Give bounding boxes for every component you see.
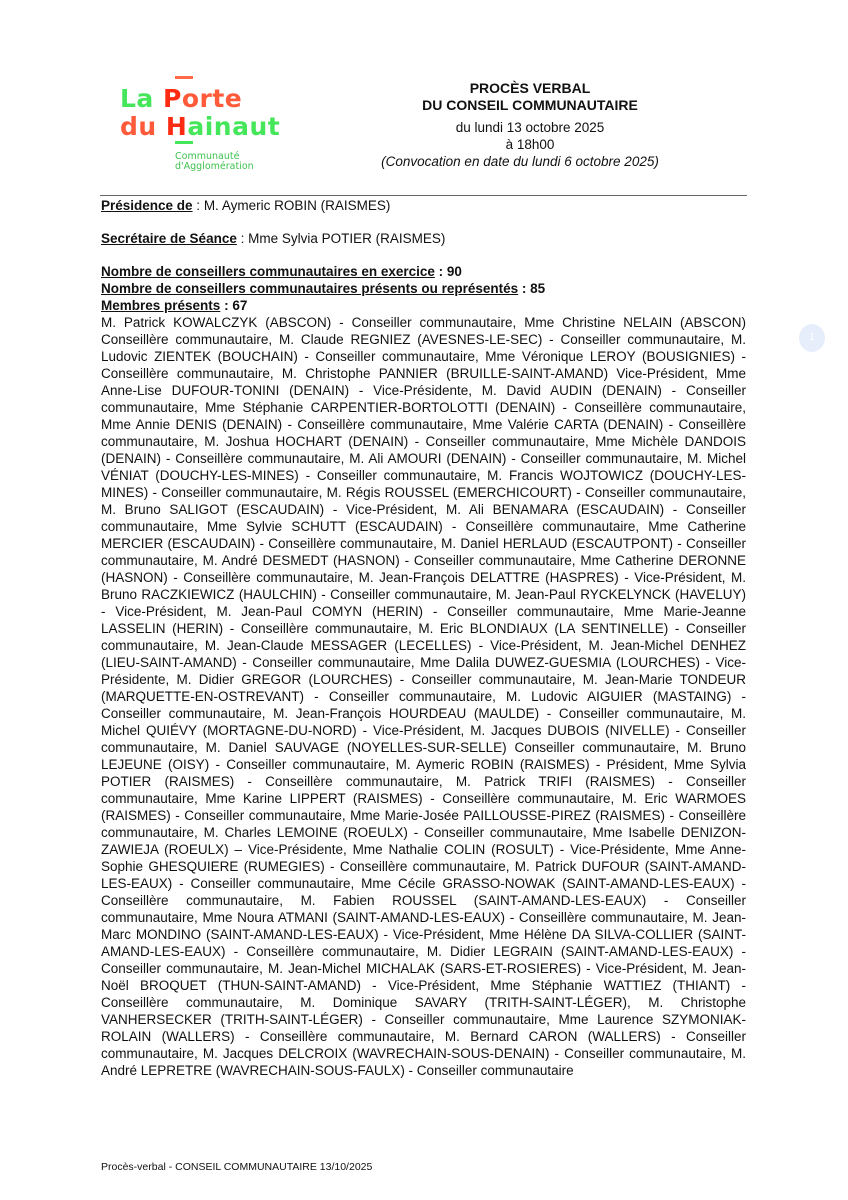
logo-subtitle: Communauté bbox=[175, 151, 240, 162]
stat-membres-presents bbox=[101, 297, 746, 314]
presidence-label: Présidence de bbox=[101, 198, 193, 213]
logo-line-2 bbox=[120, 114, 280, 139]
presidence-line bbox=[101, 197, 746, 214]
stat-value: 90 bbox=[446, 264, 462, 279]
meeting-date: du lundi 13 octobre 2025 bbox=[455, 120, 605, 135]
separator: : bbox=[434, 264, 447, 279]
logo-bar-bottom bbox=[175, 141, 193, 144]
separator: : bbox=[192, 198, 204, 213]
stat-en-exercice bbox=[101, 263, 746, 280]
stat-label: Nombre de conseillers communautaires en exercice bbox=[101, 264, 435, 279]
page-number-badge[interactable]: 1 bbox=[799, 324, 825, 352]
logo-bar-top bbox=[175, 76, 193, 79]
logo-text: ainaut bbox=[187, 112, 281, 141]
stat-value: 85 bbox=[530, 281, 546, 296]
separator: : bbox=[236, 231, 249, 246]
document-header bbox=[380, 80, 680, 170]
secretaire-value: Mme Sylvia POTIER (RAISMES) bbox=[248, 231, 446, 246]
logo-line-1 bbox=[120, 86, 242, 111]
stat-presents-representes bbox=[101, 280, 746, 297]
stat-value: 67 bbox=[232, 298, 248, 313]
separator: : bbox=[518, 281, 531, 296]
presidence-value: M. Aymeric ROBIN (RAISMES) bbox=[203, 198, 391, 213]
meeting-time: à 18h00 bbox=[505, 137, 555, 152]
page-footer: Procès-verbal - CONSEIL COMMUNAUTAIRE 13/10/2025 bbox=[101, 1161, 373, 1173]
separator: : bbox=[220, 298, 233, 313]
logo-text: H bbox=[165, 112, 188, 141]
document-subtitle: DU CONSEIL COMMUNAUTAIRE bbox=[422, 97, 638, 113]
members-list: M. Patrick KOWALCZYK (ABSCON) - Conseiller communautaire, Mme Christine NELAIN (ABSCON) Conseillère communautaire, M. Claude REGNIEZ (AVESNES-LE-SEC) - Conseiller communautaire, M. Ludovic ZIENTEK (BOUCHAIN) - Conseiller communautaire, Mme Véronique LEROY (BOUSIGNIES) - Conseillère communautaire, M. Christophe PANNIER (BRUILLE-SAINT-AMAND) Vice-Président, Mme Anne-Lise DUFOUR-TONINI (DENAIN) - Vice-Présidente, M. David AUDIN (DENAIN) - Conseiller communautaire, Mme Stéphanie CARPENTIER-BORTOLOTTI (DENAIN) - Conseillère communautaire, Mme Annie DENIS (DENAIN) - Conseillère communautaire, Mme Valérie CARTA (DENAIN) - Conseillère communautaire, M. Joshua HOCHART (DENAIN) - Conseiller communautaire, Mme Michèle DANDOIS (DENAIN) - Conseillère communautaire, M. Ali AMOURI (DENAIN) - Conseiller communautaire, M. Michel VÉNIAT (DOUCHY-LES-MINES) - Conseiller communautaire, M. Francis WOJTOWICZ (DOUCHY-LES-MINES) - Conseiller communautaire, M. Régis ROUSSEL (EMERCHICOURT) - Conseiller communautaire, M. Bruno SALIGOT (ESCAUDAIN) - Vice-Président, M. Ali BENAMARA (ESCAUDAIN) - Conseiller communautaire, Mme Sylvie SCHUTT (ESCAUDAIN) - Conseillère communautaire, Mme Catherine MERCIER (ESCAUDAIN) - Conseillère communautaire, M. Daniel HERLAUD (ESCAUTPONT) - Conseiller communautaire, M. André DESMEDT (HASNON) - Conseiller communautaire, Mme Catherine DERONNE (HASNON) - Conseillère communautaire, M. Jean-François DELATTRE (HASPRES) - Vice-Président, M. Bruno RACZKIEWICZ (HAULCHIN) - Conseiller communautaire, M. Jean-Paul RYCKELYNCK (HAVELUY) - Vice-Président, M. Jean-Paul COMYN (HERIN) - Conseiller communautaire, Mme Marie-Jeanne LASSELIN (HERIN) - Conseillère communautaire, M. Eric BLONDIAUX (LA SENTINELLE) - Conseiller communautaire, M. Jean-Claude MESSAGER (LECELLES) - Vice-Président, M. Jean-Michel DENHEZ (LIEU-SAINT-AMAND) - Conseiller communautaire, Mme Dalila DUWEZ-GUESMIA (LOURCHES) - Vice-Présidente, M. Didier GREGOR (LOURCHES) - Conseiller communautaire, M. Jean-Marie TONDEUR (MARQUETTE-EN-OSTREVANT) - Conseiller communautaire, M. Ludovic AIGUIER (MASTAING) - Conseiller communautaire, M. Jean-François HOURDEAU (MAULDE) - Conseiller communautaire, M. Michel QUIÉVY (MORTAGNE-DU-NORD) - Vice-Président, M. Jacques DUBOIS (NIVELLE) - Conseiller communautaire, M. Daniel SAUVAGE (NOYELLES-SUR-SELLE) Conseiller communautaire, M. Bruno LEJEUNE (OISY) - Conseiller communautaire, M. Aymeric ROBIN (RAISMES) - Président, Mme Sylvia POTIER (RAISMES) - Conseillère communautaire, M. Patrick TRIFI (RAISMES) - Conseiller communautaire, Mme Karine LIPPERT (RAISMES) - Conseillère communautaire, M. Eric WARMOES (RAISMES) - Conseiller communautaire, Mme Marie-Josée PAILLOUSSE-PIREZ (RAISMES) - Conseillère communautaire, M. Charles LEMOINE (ROEULX) - Conseiller communautaire, Mme Isabelle DENIZON-ZAWIEJA (ROEULX) – Vice-Présidente, Mme Nathalie COLIN (ROSULT) - Vice-Présidente, Mme Anne-Sophie GHESQUIERE (RUMEGIES) - Conseillère communautaire, M. Patrick DUFOUR (SAINT-AMAND-LES-EAUX) - Conseiller communautaire, Mme Cécile GRASSO-NOWAK (SAINT-AMAND-LES-EAUX) - Conseillère communautaire, M. Fabien ROUSSEL (SAINT-AMAND-LES-EAUX) - Conseiller communautaire, Mme Noura ATMANI (SAINT-AMAND-LES-EAUX) - Conseillère communautaire, M. Jean-Marc MONDINO (SAINT-AMAND-LES-EAUX) - Vice-Président, Mme Hélène DA SILVA-COLLIER (SAINT-AMAND-LES-EAUX) - Conseillère communautaire, M. Didier LEGRAIN (SAINT-AMAND-LES-EAUX) - Conseiller communautaire, M. Jean-Michel MICHALAK (SARS-ET-ROSIERES) - Vice-Président, M. Jean-Noël BROQUET (THUN-SAINT-AMAND) - Vice-Président, Mme Stéphanie WATTIEZ (THIANT) - Conseillère communautaire, M. Dominique SAVARY (TRITH-SAINT-LÉGER), M. Christophe VANHERSECKER (TRITH-SAINT-LÉGER) - Conseiller communautaire, Mme Laurence SZYMONIAK-ROLAIN (WALLERS) - Conseillère communautaire, M. Bernard CARON (WALLERS) - Conseiller communautaire, M. Jacques DELCROIX (WAVRECHAIN-SOUS-DENAIN) - Conseiller communautaire, M. André LEPRETRE (WAVRECHAIN-SOUS-FAULX) - Conseiller communautaire bbox=[101, 315, 746, 1078]
secretaire-label: Secrétaire de Séance bbox=[101, 231, 237, 246]
stat-label: Membres présents bbox=[101, 298, 221, 313]
document-body bbox=[101, 197, 746, 1079]
organization-logo bbox=[120, 74, 310, 174]
convocation-note: (Convocation en date du lundi 6 octobre 2025) bbox=[381, 154, 659, 169]
logo-text: orte bbox=[181, 84, 243, 113]
document-title: PROCÈS VERBAL bbox=[469, 80, 591, 96]
header-divider bbox=[100, 195, 747, 196]
logo-text: P bbox=[163, 84, 182, 113]
logo-text: du bbox=[120, 112, 166, 141]
logo-text: La bbox=[120, 84, 164, 113]
secretaire-line bbox=[101, 230, 746, 247]
stat-label: Nombre de conseillers communautaires présents ou représentés bbox=[101, 281, 519, 296]
logo-subtitle: d'Agglomération bbox=[175, 161, 254, 172]
